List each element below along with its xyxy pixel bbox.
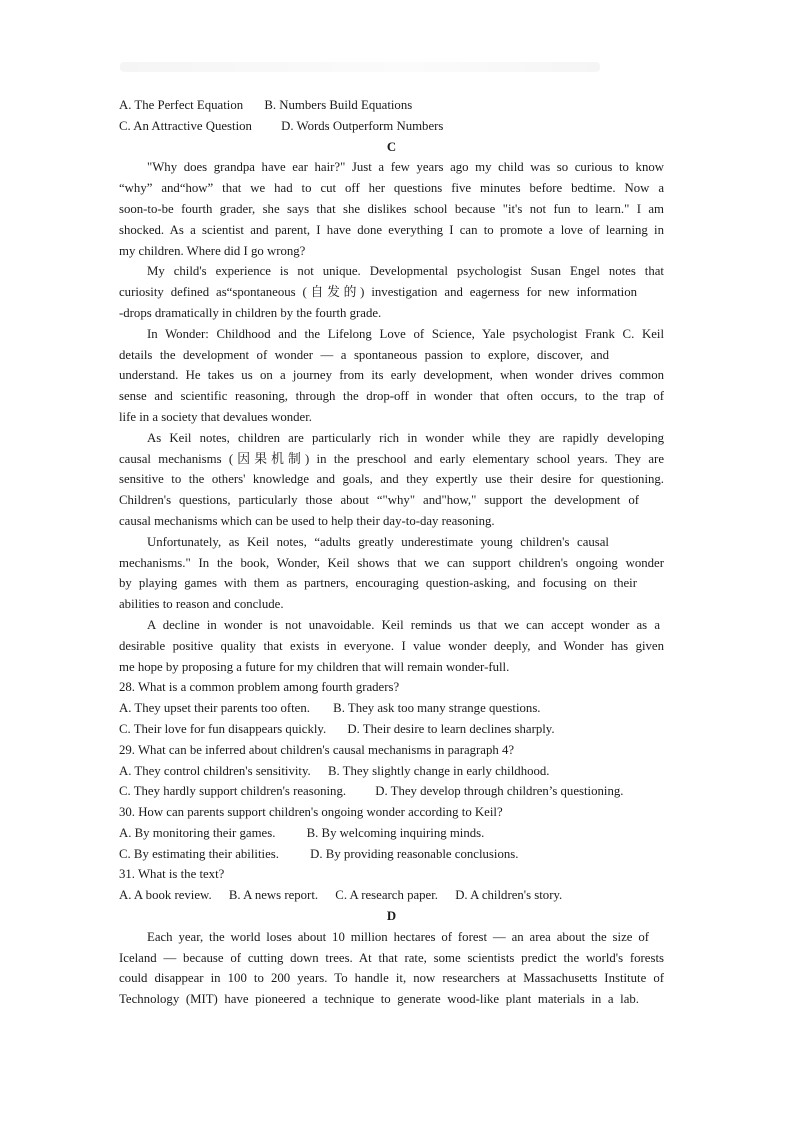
section-d-heading: D (386, 909, 397, 924)
text-line: Children's questions, particularly those about “"why" and"how," support the development of (119, 493, 639, 508)
option-c[interactable]: C. A research paper. (335, 888, 438, 903)
section-c-paragraph-4 (119, 428, 664, 532)
question-stem: 30. How can parents support children's ongoing wonder according to Keil? (119, 805, 503, 820)
options-row (119, 844, 664, 865)
options-row (119, 885, 664, 906)
text-line: Each year, the world loses about 10 million hectares of forest — an area about the size of (147, 929, 649, 944)
text-line: "Why does grandpa have ear hair?" Just a few years ago my child was so curious to know (147, 160, 664, 175)
option-a[interactable]: A. They upset their parents too often. (119, 701, 310, 716)
options-row (119, 781, 664, 802)
text-line: soon-to-be fourth grader, she says that she dislikes school because "it's not fun to learn." I am (119, 201, 664, 216)
page-content (119, 95, 664, 1010)
text-line: “why” and“how” that we had to cut off her questions five minutes before bedtime. Now a (119, 181, 664, 196)
option-d[interactable]: D. They develop through children’s questioning. (375, 784, 624, 799)
section-d-paragraph-1 (119, 927, 664, 1010)
option-d[interactable]: D. A children's story. (455, 888, 563, 903)
prev-options-row-2 (119, 116, 664, 137)
text-line: Unfortunately, as Keil notes, “adults greatly underestimate young children's causal (147, 534, 609, 549)
text-line: Technology (MIT) have pioneered a technique to generate wood-like plant materials in a lab. (119, 992, 639, 1007)
section-c-paragraph-1 (119, 157, 664, 261)
option-d[interactable]: D. Their desire to learn declines sharply. (347, 721, 555, 736)
text-line: my children. Where did I go wrong? (119, 243, 306, 258)
question-stem: 31. What is the text? (119, 867, 225, 882)
prev-option-c: C. An Attractive Question (119, 118, 252, 133)
option-c[interactable]: C. They hardly support children's reasoning. (119, 784, 347, 799)
text-line: Iceland — because of cutting down trees. At that rate, some scientists predict the world's forests (119, 950, 664, 965)
text-line: life in a society that devalues wonder. (119, 409, 312, 424)
section-c-paragraph-3 (119, 324, 664, 428)
text-line: A decline in wonder is not unavoidable. Keil reminds us that we can accept wonder as a (147, 617, 660, 632)
section-c-paragraph-6 (119, 615, 664, 677)
text-line: sense and scientific reasoning, through the drop-off in wonder that often occurs, to the trap of (119, 389, 664, 404)
text-line: desirable positive quality that exists in everyone. I value wonder deeply, and Wonder has given (119, 638, 664, 653)
text-line: could disappear in 100 to 200 years. To handle it, now researchers at Massachusetts Institute of (119, 971, 664, 986)
question-29 (119, 740, 664, 802)
text-line: curiosity defined as“spontaneous (自发的) investigation and eagerness for new information (119, 285, 637, 300)
faded-header-mark (120, 62, 600, 72)
option-c[interactable]: C. By estimating their abilities. (119, 846, 279, 861)
text-line: understand. He takes us on a journey from its early development, when wonder drives common (119, 368, 664, 383)
option-a[interactable]: A. They control children's sensitivity. (119, 763, 311, 778)
text-line: shocked. As a scientist and parent, I have done everything I can to promote a love of learning in (119, 222, 664, 237)
text-line: mechanisms." In the book, Wonder, Keil shows that we can support children's ongoing wonder (119, 555, 664, 570)
text-line: My child's experience is not unique. Developmental psychologist Susan Engel notes that (147, 264, 664, 279)
text-line: As Keil notes, children are particularly rich in wonder while they are rapidly developing (147, 430, 664, 445)
options-row (119, 823, 664, 844)
section-c-paragraph-2 (119, 261, 664, 323)
text-line: causal mechanisms which can be used to help their day-to-day reasoning. (119, 513, 495, 528)
option-b[interactable]: B. By welcoming inquiring minds. (306, 825, 485, 840)
option-b[interactable]: B. They ask too many strange questions. (333, 701, 541, 716)
text-line: -drops dramatically in children by the fourth grade. (119, 305, 382, 320)
text-line: abilities to reason and conclude. (119, 597, 284, 612)
text-line: by playing games with them as partners, encouraging question-asking, and focusing on their (119, 576, 637, 591)
text-line: causal mechanisms (因果机制) in the preschool and early elementary school years. They are (119, 451, 664, 466)
text-line: sensitive to the others' knowledge and goals, and they expertly use their desire for questioning. (119, 472, 664, 487)
prev-option-d: D. Words Outperform Numbers (281, 118, 444, 133)
section-c-paragraph-5 (119, 532, 664, 615)
option-d[interactable]: D. By providing reasonable conclusions. (310, 846, 519, 861)
question-stem: 28. What is a common problem among fourth graders? (119, 680, 400, 695)
option-b[interactable]: B. A news report. (228, 888, 319, 903)
text-line: me hope by proposing a future for my children that will remain wonder-full. (119, 659, 510, 674)
question-stem: 29. What can be inferred about children's causal mechanisms in paragraph 4? (119, 742, 515, 757)
question-28 (119, 677, 664, 739)
option-b[interactable]: B. They slightly change in early childhood. (327, 763, 550, 778)
text-line: In Wonder: Childhood and the Lifelong Love of Science, Yale psychologist Frank C. Keil (147, 326, 664, 341)
section-c-heading: C (386, 139, 397, 154)
prev-options-row-1 (119, 95, 664, 116)
option-a[interactable]: A. By monitoring their games. (119, 825, 276, 840)
text-line: details the development of wonder — a spontaneous passion to explore, discover, and (119, 347, 609, 362)
question-30 (119, 802, 664, 864)
options-row (119, 761, 664, 782)
option-a[interactable]: A. A book review. (119, 888, 212, 903)
options-row (119, 698, 664, 719)
prev-option-b: B. Numbers Build Equations (264, 98, 413, 112)
prev-option-a: A. The Perfect Equation (119, 98, 244, 112)
options-row (119, 719, 664, 740)
option-c[interactable]: C. Their love for fun disappears quickly. (119, 721, 327, 736)
question-31 (119, 864, 664, 906)
